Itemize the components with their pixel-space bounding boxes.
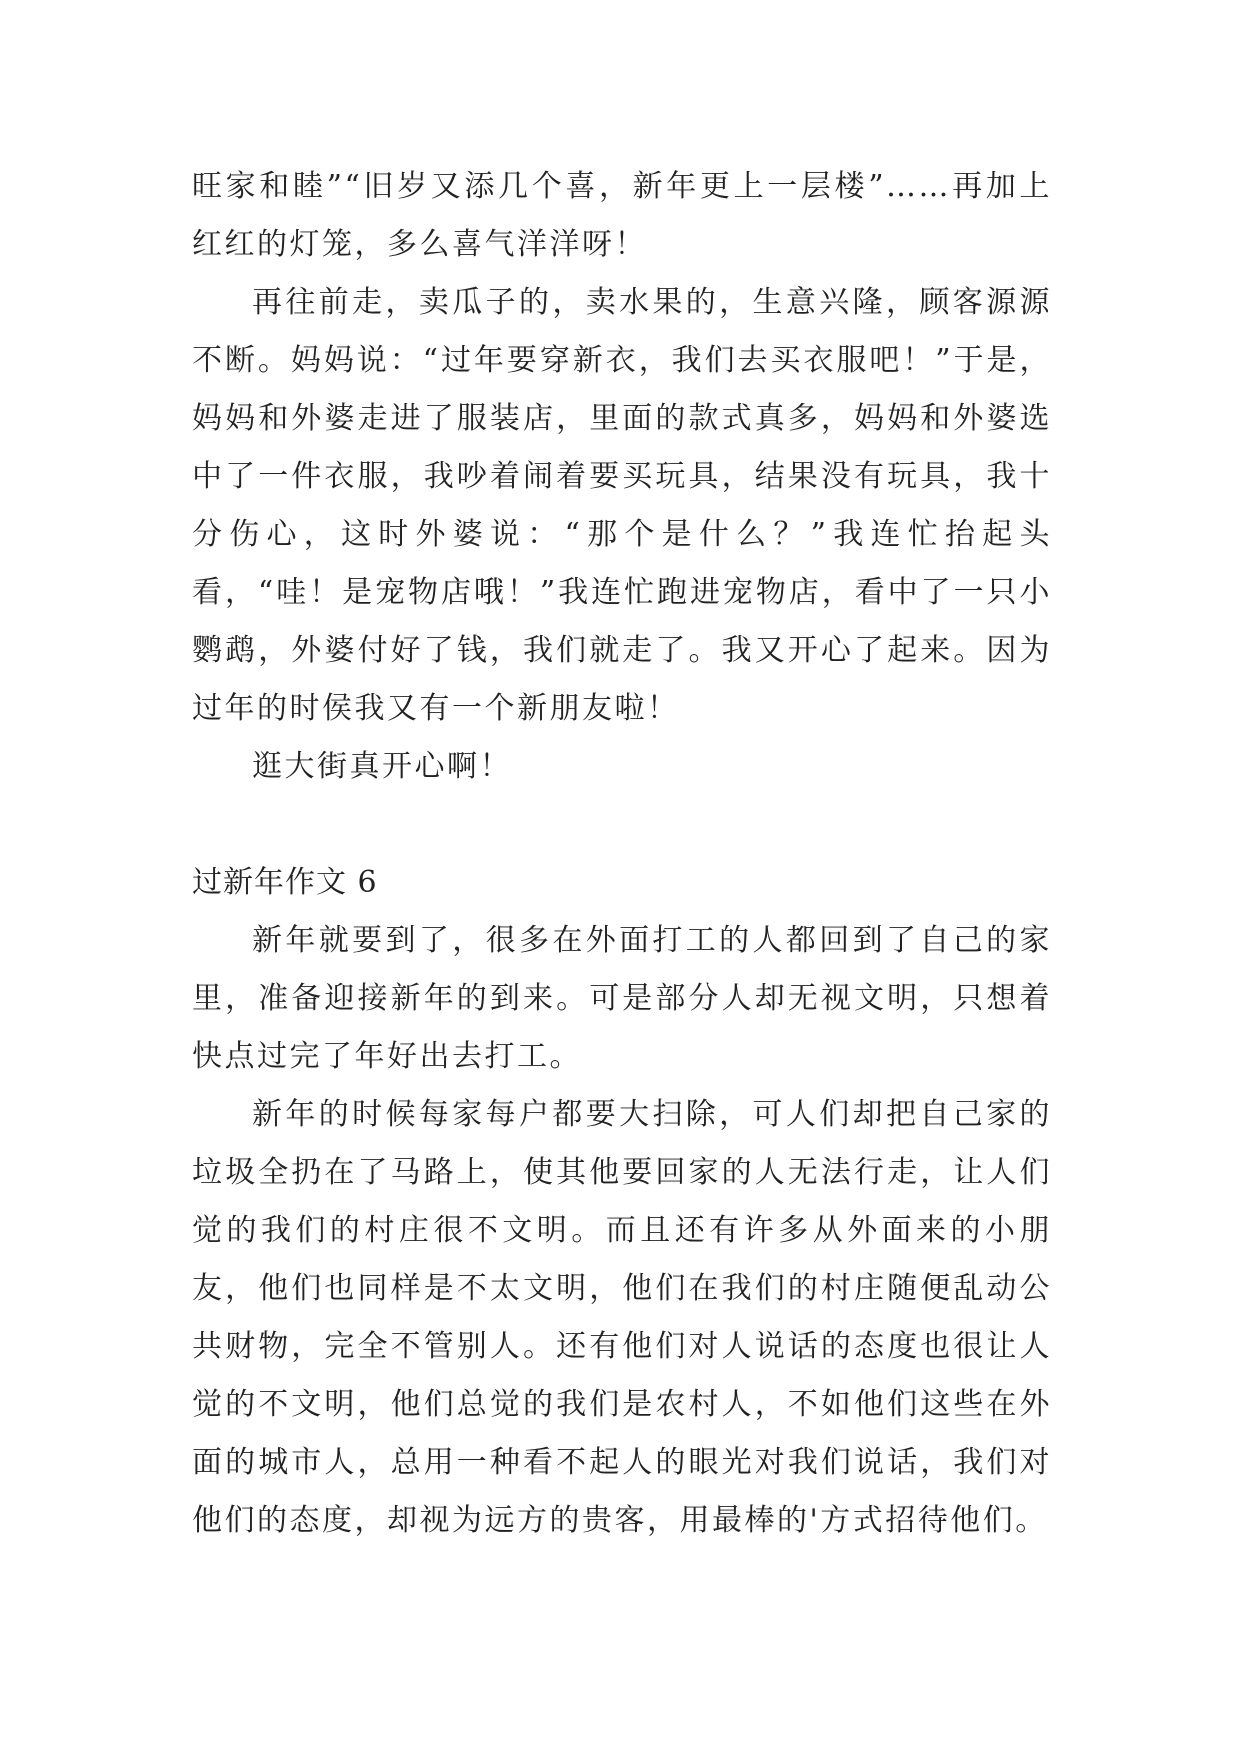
- paragraph-1: 旺家和睦”“旧岁又添几个喜，新年更上一层楼”……再加上红红的灯笼，多么喜气洋洋呀！: [192, 169, 1052, 262]
- paragraph-3: 逛大街真开心啊！: [252, 749, 512, 784]
- paragraph-2: 再往前走，卖瓜子的，卖水果的，生意兴隆，顾客源源不断。妈妈说：“过年要穿新衣，我们去买衣服吧！”于是，妈妈和外婆走进了服装店，里面的款式真多，妈妈和外婆选中了一件衣服，我吵着闹着要买玩具，结果没有玩具，我十分伤心，这时外婆说：“那个是什么？”我连忙抬起头看，“哇！是宠物店哦！”我连忙跑进宠物店，看中了一只小鹦鹉，外婆付好了钱，我们就走了。我又开心了起来。因为过年的时侯我又有一个新朋友啦！: [192, 285, 1052, 726]
- section-spacer: [192, 796, 1052, 854]
- paragraph-4: 新年就要到了，很多在外面打工的人都回到了自己的家里，准备迎接新年的到来。可是部分人却无视文明，只想着快点过完了年好出去打工。: [192, 923, 1052, 1074]
- section-title: 过新年作文 6: [192, 865, 378, 900]
- paragraph-5: 新年的时候每家每户都要大扫除，可人们却把自己家的垃圾全扔在了马路上，使其他要回家的人无法行走，让人们觉的我们的村庄很不文明。而且还有许多从外面来的小朋友，他们也同样是不太文明，他们在我们的村庄随便乱动公共财物，完全不管别人。还有他们对人说话的态度也很让人觉的不文明，他们总觉的我们是农村人，不如他们这些在外面的城市人，总用一种看不起人的眼光对我们说话，我们对他们的态度，却视为远方的贵客，用最棒的'方式招待他们。: [192, 1097, 1052, 1538]
- document-body: [192, 158, 1052, 1550]
